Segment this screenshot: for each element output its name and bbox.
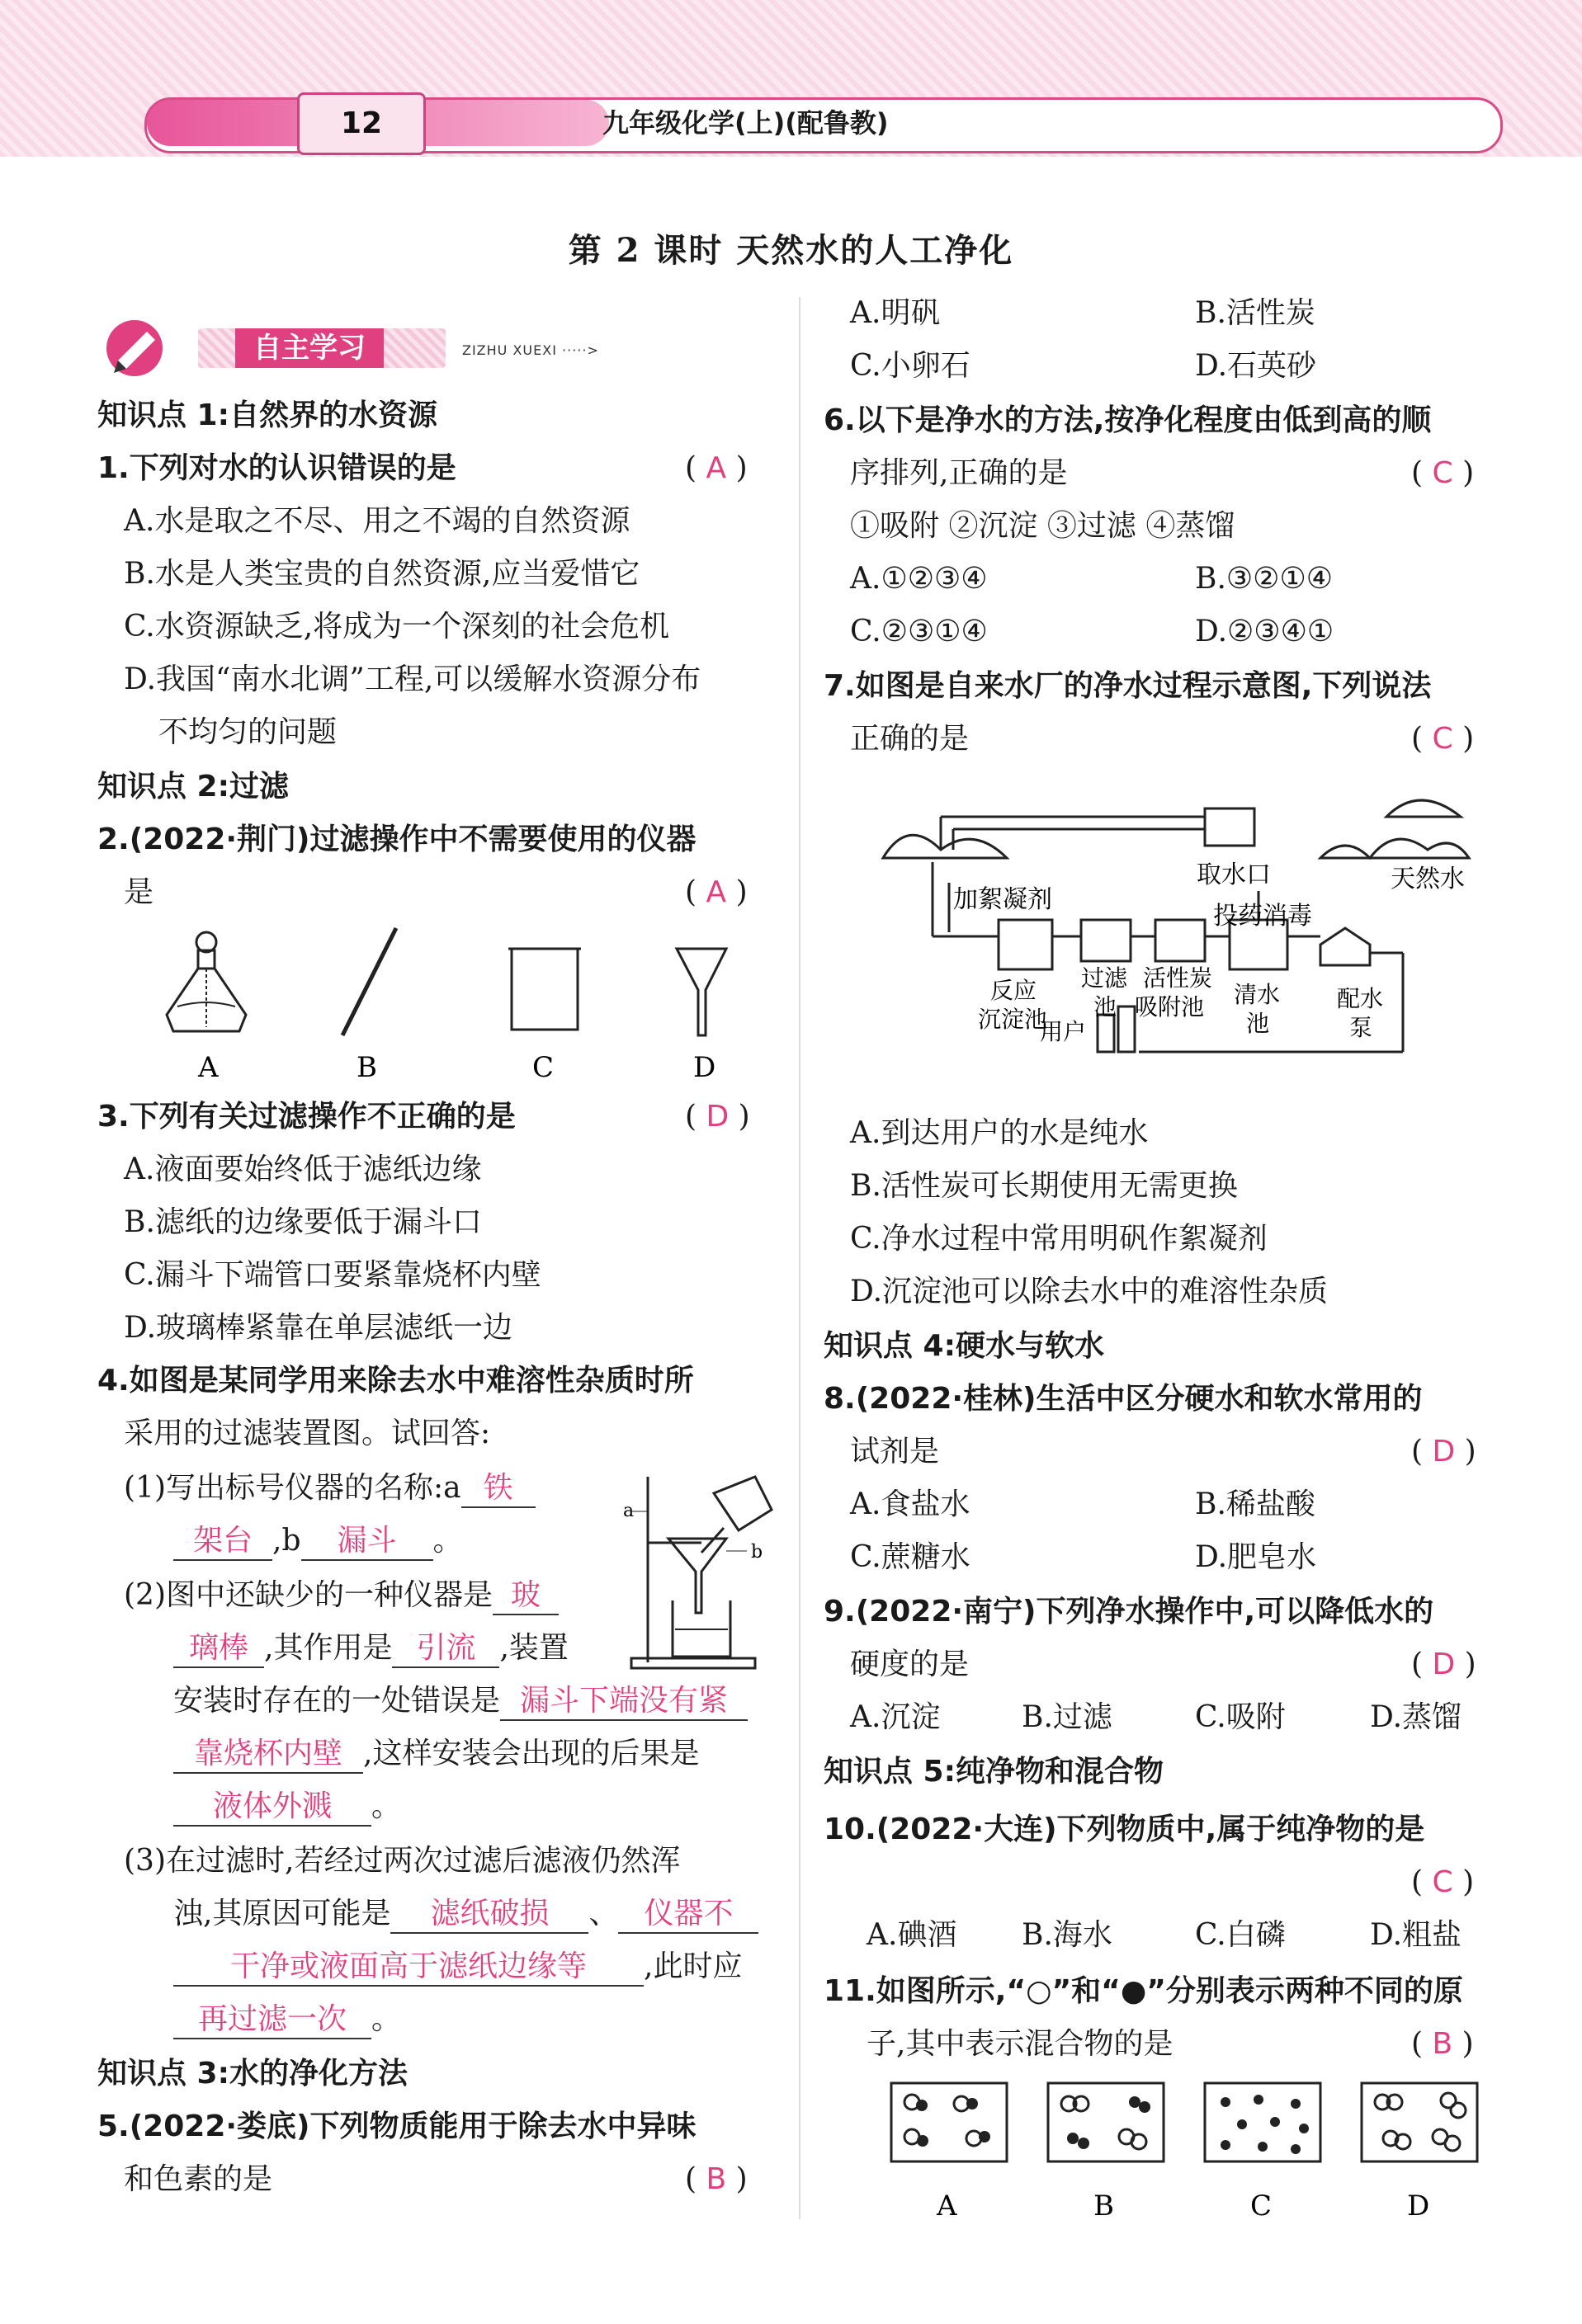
q2-stem-cont: 是 xyxy=(124,875,154,909)
q4-label-a: a xyxy=(623,1501,635,1521)
page-number: 12 xyxy=(297,92,426,155)
q5-stem-cont: 和色素的是 xyxy=(124,2162,273,2196)
q6-option-c: C.②③①④ xyxy=(850,615,988,648)
q1-option-b: B.水是人类宝贵的自然资源,应当爱惜它 xyxy=(124,557,640,591)
diagram-react2: 沉淀池 xyxy=(978,1006,1048,1033)
funnel-icon xyxy=(677,949,726,1035)
q6-stem: 6.以下是净水的方法,按净化程度由低到高的顺 xyxy=(824,403,1432,437)
q2-label-c: C xyxy=(532,1051,555,1084)
q4-part1-line2: 架台 ,b 漏斗 。 xyxy=(173,1523,463,1561)
q6-stem-cont: 序排列,正确的是 xyxy=(850,456,1068,490)
q10-answer: ( C ) xyxy=(1411,1865,1475,1899)
q2-answer: ( A ) xyxy=(685,875,748,909)
q9-stem: 9.(2022·南宁)下列净水操作中,可以降低水的 xyxy=(824,1595,1434,1629)
q8-option-c: C.蔗糖水 xyxy=(850,1540,970,1574)
q4-part2-line4: 靠烧杯内壁 ,这样安装会出现的后果是 xyxy=(173,1736,699,1774)
q4-fill-reason2: 仪器不 xyxy=(618,1896,758,1934)
q3-answer: ( D ) xyxy=(685,1100,750,1134)
diagram-clear2: 池 xyxy=(1246,1010,1270,1037)
q4-part1-line1: (1)写出标号仪器的名称:a 铁 xyxy=(124,1470,536,1508)
q11-answer: ( B ) xyxy=(1411,2027,1474,2061)
glass-rod-icon xyxy=(342,928,396,1035)
diagram-natural: 天然水 xyxy=(1391,865,1465,893)
beaker-icon xyxy=(508,949,581,1030)
q4-fill-action: 再过滤一次 xyxy=(173,2001,371,2039)
q5-stem: 5.(2022·娄底)下列物质能用于除去水中异味 xyxy=(97,2110,697,2143)
diagram-react1: 反应 xyxy=(990,977,1037,1004)
diagram-carbon2: 吸附池 xyxy=(1135,993,1205,1021)
q4-label-b: b xyxy=(751,1542,763,1563)
q10-option-c: C.白磷 xyxy=(1195,1918,1286,1952)
diagram-coagulant: 加絮凝剂 xyxy=(953,885,1052,914)
q3-option-c: C.漏斗下端管口要紧靠烧杯内壁 xyxy=(124,1258,541,1292)
q4-part3-line1: (3)在过滤时,若经过两次过滤后滤液仍然浑 xyxy=(124,1844,681,1878)
q2-label-a: A xyxy=(198,1051,219,1084)
q1-answer: ( A ) xyxy=(685,451,748,485)
q1-option-d: D.我国“南水北调”工程,可以缓解水资源分布 xyxy=(124,662,701,696)
q11-label-d: D xyxy=(1407,2190,1430,2223)
q10-stem: 10.(2022·大连)下列物质中,属于纯净物的是 xyxy=(824,1813,1425,1846)
q2-label-d: D xyxy=(693,1051,716,1084)
diagram-filt1: 过滤 xyxy=(1081,964,1128,992)
q4-fill-a2: 架台 xyxy=(173,1523,272,1561)
q5-answer: ( B ) xyxy=(685,2162,748,2196)
q9-option-d: D.蒸馏 xyxy=(1370,1700,1462,1734)
q8-stem: 8.(2022·桂林)生活中区分硬水和软水常用的 xyxy=(824,1382,1423,1416)
q1-option-a: A.水是取之不尽、用之不竭的自然资源 xyxy=(124,504,630,538)
lesson-title: 第 2 课时 天然水的人工净化 xyxy=(568,231,1014,270)
q4-fill-missing2: 璃棒 xyxy=(173,1630,264,1668)
q6-answer: ( C ) xyxy=(1411,456,1475,490)
kp1-heading: 知识点 1:自然界的水资源 xyxy=(97,398,437,432)
q9-option-b: B.过滤 xyxy=(1022,1700,1112,1734)
q4-stem: 4.如图是某同学用来除去水中难溶性杂质时所 xyxy=(97,1364,694,1398)
q3-option-b: B.滤纸的边缘要低于漏斗口 xyxy=(124,1205,482,1239)
q11-stem-cont: 子,其中表示混合物的是 xyxy=(867,2027,1174,2061)
q10-option-a: A.碘酒 xyxy=(867,1918,957,1952)
q6-option-d: D.②③④① xyxy=(1195,615,1334,648)
q9-answer: ( D ) xyxy=(1411,1648,1476,1681)
q4-fill-reason3: 干净或液面高于滤纸边缘等 xyxy=(173,1949,644,1987)
q9-option-a: A.沉淀 xyxy=(850,1700,941,1734)
diagram-user: 用户 xyxy=(1040,1018,1087,1045)
q8-option-a: A.食盐水 xyxy=(850,1487,970,1521)
q2-label-b: B xyxy=(357,1051,377,1084)
q11-label-a: A xyxy=(937,2190,957,2223)
diagram-disinfect: 投药消毒 xyxy=(1213,902,1312,931)
q9-stem-cont: 硬度的是 xyxy=(850,1648,970,1681)
q4-fill-error1: 漏斗下端没有紧 xyxy=(500,1683,748,1721)
q7-stem: 7.如图是自来水厂的净水过程示意图,下列说法 xyxy=(824,669,1432,703)
q7-option-d: D.沉淀池可以除去水中的难溶性杂质 xyxy=(850,1275,1329,1308)
kp2-heading: 知识点 2:过滤 xyxy=(97,770,289,804)
kp3-heading: 知识点 3:水的净化方法 xyxy=(97,2057,408,2091)
q11-label-b: B xyxy=(1093,2190,1114,2223)
q7-waterworks-diagram xyxy=(875,767,1502,1097)
q4-fill-reason1: 滤纸破损 xyxy=(390,1896,588,1934)
q4-part2-line2: 璃棒 ,其作用是 引流 ,装置 xyxy=(173,1630,569,1668)
pencil-badge-icon xyxy=(97,315,205,381)
q6-option-b: B.③②①④ xyxy=(1195,562,1333,596)
section-badge-pinyin: ZIZHU XUEXI ·····> xyxy=(462,342,599,358)
box-b-particles xyxy=(1061,2096,1150,2149)
q5-option-d: D.石英砂 xyxy=(1195,349,1317,383)
q4-part2-line1: (2)图中还缺少的一种仪器是 玻 xyxy=(124,1577,559,1615)
q7-option-b: B.活性炭可长期使用无需更换 xyxy=(850,1169,1238,1203)
q8-answer: ( D ) xyxy=(1411,1435,1476,1468)
q4-fill-missing1: 玻 xyxy=(493,1577,559,1615)
alcohol-lamp-icon xyxy=(167,932,246,1031)
diagram-pump1: 配水 xyxy=(1337,985,1384,1012)
q1-option-c: C.水资源缺乏,将成为一个深刻的社会危机 xyxy=(124,610,670,643)
q4-filtration-figure xyxy=(623,1460,788,1675)
book-title: 九年级化学(上)(配鲁教) xyxy=(602,107,889,139)
q4-part3-line3: 干净或液面高于滤纸边缘等 ,此时应 xyxy=(173,1949,742,1987)
q10-option-b: B.海水 xyxy=(1022,1918,1112,1952)
diagram-carbon1: 活性炭 xyxy=(1143,964,1213,992)
q11-particle-figure xyxy=(887,2079,1498,2227)
column-divider xyxy=(799,297,800,2219)
box-a-particles xyxy=(904,2095,990,2147)
q4-part3-line2: 浊,其原因可能是 滤纸破损 、 仪器不 xyxy=(173,1896,758,1934)
q11-label-c: C xyxy=(1250,2190,1273,2223)
diagram-clear1: 清水 xyxy=(1234,981,1281,1008)
kp4-heading: 知识点 4:硬水与软水 xyxy=(824,1329,1104,1363)
q4-part2-line5: 液体外溅 。 xyxy=(173,1789,401,1827)
q1-option-d-cont: 不均匀的问题 xyxy=(158,715,338,749)
q4-fill-role: 引流 xyxy=(392,1630,499,1668)
q5-option-b: B.活性炭 xyxy=(1195,296,1315,330)
q4-fill-consequence: 液体外溅 xyxy=(173,1789,371,1827)
q8-option-d: D.肥皂水 xyxy=(1195,1540,1317,1574)
q1-stem: 1.下列对水的认识错误的是 xyxy=(97,451,456,485)
q4-fill-a1: 铁 xyxy=(461,1470,536,1508)
diagram-intake: 取水口 xyxy=(1197,860,1271,889)
q4-stem-cont: 采用的过滤装置图。试回答: xyxy=(124,1417,491,1450)
section-badge-label: 自主学习 xyxy=(235,328,384,368)
diagram-filt2: 池 xyxy=(1093,993,1117,1021)
q5-option-c: C.小卵石 xyxy=(850,349,970,383)
q4-part3-line4: 再过滤一次 。 xyxy=(173,2001,401,2039)
diagram-pump2: 泵 xyxy=(1349,1014,1373,1041)
q6-methods: ①吸附 ②沉淀 ③过滤 ④蒸馏 xyxy=(850,509,1235,543)
q2-stem: 2.(2022·荆门)过滤操作中不需要使用的仪器 xyxy=(97,823,697,856)
kp5-heading: 知识点 5:纯净物和混合物 xyxy=(824,1755,1164,1789)
q3-option-a: A.液面要始终低于滤纸边缘 xyxy=(124,1153,482,1186)
q4-fill-b: 漏斗 xyxy=(301,1523,433,1561)
q10-option-d: D.粗盐 xyxy=(1370,1918,1462,1952)
q7-option-c: C.净水过程中常用明矾作絮凝剂 xyxy=(850,1222,1268,1256)
q5-option-a: A.明矾 xyxy=(850,296,941,330)
q8-option-b: B.稀盐酸 xyxy=(1195,1487,1315,1521)
q9-option-c: C.吸附 xyxy=(1195,1700,1286,1734)
q6-option-a: A.①②③④ xyxy=(850,562,988,596)
q4-fill-error2: 靠烧杯内壁 xyxy=(173,1736,363,1774)
q3-option-d: D.玻璃棒紧靠在单层滤纸一边 xyxy=(124,1311,513,1345)
q7-option-a: A.到达用户的水是纯水 xyxy=(850,1116,1149,1150)
q7-stem-cont: 正确的是 xyxy=(850,722,970,756)
q8-stem-cont: 试剂是 xyxy=(850,1435,940,1468)
box-c-particles xyxy=(1221,2095,1309,2154)
q4-part2-line3: 安装时存在的一处错误是 漏斗下端没有紧 xyxy=(173,1683,748,1721)
q11-stem: 11.如图所示,“○”和“●”分别表示两种不同的原 xyxy=(824,1974,1463,2008)
q2-instruments-figure xyxy=(149,924,776,1089)
q3-stem: 3.下列有关过滤操作不正确的是 xyxy=(97,1100,516,1134)
box-d-particles xyxy=(1375,2093,1466,2151)
q7-answer: ( C ) xyxy=(1411,722,1475,756)
